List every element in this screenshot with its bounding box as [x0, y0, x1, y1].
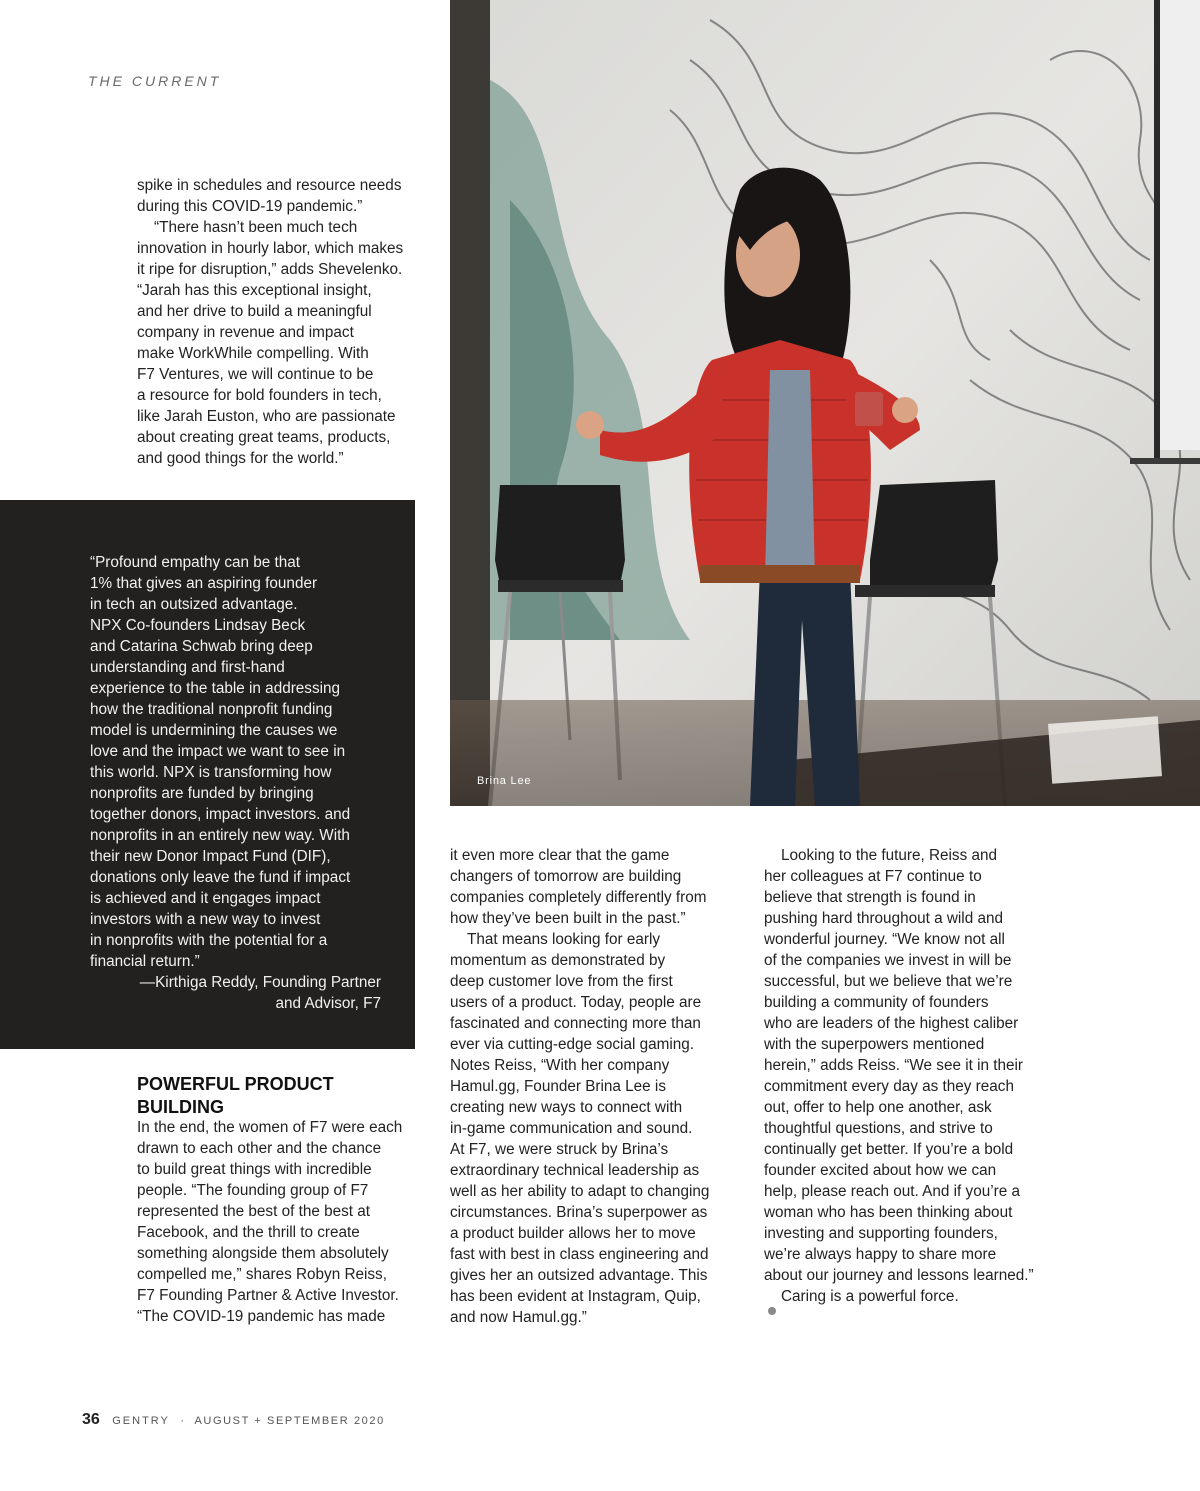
photo-caption: Brina Lee — [477, 775, 532, 787]
text-line: with the superpowers mentioned — [764, 1036, 985, 1053]
text-line: Notes Reiss, “With her company — [450, 1057, 670, 1074]
text-line: woman who has been thinking about — [764, 1204, 1013, 1221]
quote-line: and Catarina Schwab bring deep — [90, 638, 313, 655]
text-line: extraordinary technical leadership as — [450, 1162, 700, 1179]
text-line: out, offer to help one another, ask — [764, 1099, 992, 1116]
quote-line: this world. NPX is transforming how — [90, 764, 332, 781]
quote-line: nonprofits are funded by bringing — [90, 785, 314, 802]
closing-line: Caring is a powerful force. — [781, 1288, 959, 1305]
text-line: F7 Founding Partner & Active Investor. — [137, 1287, 399, 1304]
quote-line: how the traditional nonprofit funding — [90, 701, 333, 718]
text-line-last — [764, 1286, 1064, 1315]
section-heading — [137, 1073, 437, 1119]
text-line: spike in schedules and resource needs — [137, 177, 402, 194]
text-line: well as her ability to adapt to changing — [450, 1183, 710, 1200]
text-line: about our journey and lessons learned.” — [764, 1267, 1034, 1284]
quote-line: together donors, impact investors. and — [90, 806, 351, 823]
text-line: and good things for the world.” — [137, 450, 344, 467]
body-column-left-top — [137, 175, 437, 469]
text-line: herein,” adds Reiss. “We see it in their — [764, 1057, 1024, 1074]
issue-date: AUGUST + SEPTEMBER 2020 — [194, 1415, 385, 1427]
page-number: 36 — [82, 1411, 100, 1428]
text-line: Hamul.gg, Founder Brina Lee is — [450, 1078, 666, 1095]
text-line: we’re always happy to share more — [764, 1246, 997, 1263]
quote-line: love and the impact we want to see in — [90, 743, 346, 760]
quote-line: understanding and first-hand — [90, 659, 285, 676]
text-line: to build great things with incredible — [137, 1161, 372, 1178]
text-line: fascinated and connecting more than — [450, 1015, 701, 1032]
text-line: compelled me,” shares Robyn Reiss, — [137, 1266, 387, 1283]
text-line: changers of tomorrow are building — [450, 868, 682, 885]
text-line: represented the best of the best at — [137, 1203, 371, 1220]
text-line: successful, but we believe that we’re — [764, 973, 1013, 990]
text-line: ever via cutting-edge social gaming. — [450, 1036, 695, 1053]
quote-line: 1% that gives an aspiring founder — [90, 575, 318, 592]
pull-quote — [90, 552, 400, 1014]
text-line: it ripe for disruption,” adds Shevelenko. — [137, 261, 403, 278]
text-line: momentum as demonstrated by — [450, 952, 666, 969]
magazine-name: GENTRY — [112, 1415, 170, 1427]
text-line: fast with best in class engineering and — [450, 1246, 709, 1263]
text-line: has been evident at Instagram, Quip, — [450, 1288, 701, 1305]
text-line: In the end, the women of F7 were each — [137, 1119, 403, 1136]
attribution-line: —Kirthiga Reddy, Founding Partner — [139, 974, 381, 991]
quote-line: “Profound empathy can be that — [90, 554, 301, 571]
text-line: a resource for bold founders in tech, — [137, 387, 382, 404]
feature-photo — [450, 0, 1200, 806]
text-line: believe that strength is found in — [764, 889, 976, 906]
attribution-line: and Advisor, F7 — [275, 995, 381, 1012]
text-line: continually get better. If you’re a bold — [764, 1141, 1014, 1158]
text-line: a product builder allows her to move — [450, 1225, 696, 1242]
text-line: “Jarah has this exceptional insight, — [137, 282, 372, 299]
text-line: innovation in hourly labor, which makes — [137, 240, 404, 257]
quote-attribution — [90, 972, 381, 1014]
quote-line: in tech an outsized advantage. — [90, 596, 298, 613]
text-line: commitment every day as they reach — [764, 1078, 1014, 1095]
text-line: during this COVID-19 pandemic.” — [137, 198, 363, 215]
text-line: make WorkWhile compelling. With — [137, 345, 369, 362]
text-line: users of a product. Today, people are — [450, 994, 702, 1011]
text-line: it even more clear that the game — [450, 847, 670, 864]
quote-line: experience to the table in addressing — [90, 680, 341, 697]
quote-line: is achieved and it engages impact — [90, 890, 321, 907]
text-line: who are leaders of the highest caliber — [764, 1015, 1019, 1032]
text-line: and now Hamul.gg.” — [450, 1309, 587, 1326]
quote-line: in nonprofits with the potential for a — [90, 932, 328, 949]
text-line: of the companies we invest in will be — [764, 952, 1012, 969]
folio — [82, 1411, 385, 1429]
end-mark-icon — [768, 1307, 776, 1315]
text-line: deep customer love from the first — [450, 973, 673, 990]
text-line: “The COVID-19 pandemic has made — [137, 1308, 386, 1325]
text-line: drawn to each other and the chance — [137, 1140, 382, 1157]
text-line: That means looking for early — [467, 931, 661, 948]
text-line: gives her an outsized advantage. This — [450, 1267, 708, 1284]
text-line: company in revenue and impact — [137, 324, 354, 341]
text-line: in-game communication and sound. — [450, 1120, 693, 1137]
text-line: like Jarah Euston, who are passionate — [137, 408, 396, 425]
pull-quote-box — [0, 500, 415, 1049]
text-line: something alongside them absolutely — [137, 1245, 389, 1262]
text-line: Facebook, and the thrill to create — [137, 1224, 360, 1241]
text-line: circumstances. Brina’s superpower as — [450, 1204, 708, 1221]
text-line: wonderful journey. “We know not all — [764, 931, 1005, 948]
heading-line: POWERFUL PRODUCT — [137, 1074, 334, 1094]
body-column-middle — [450, 845, 750, 1328]
quote-line: their new Donor Impact Fund (DIF), — [90, 848, 331, 865]
quote-line: financial return.” — [90, 953, 200, 970]
body-column-right — [764, 845, 1064, 1315]
text-line: thoughtful questions, and strive to — [764, 1120, 993, 1137]
text-line: about creating great teams, products, — [137, 429, 391, 446]
quote-line: nonprofits in an entirely new way. With — [90, 827, 350, 844]
text-line: companies completely differently from — [450, 889, 707, 906]
photo-illustration — [450, 0, 1200, 806]
heading-line: BUILDING — [137, 1097, 224, 1117]
text-line: help, please reach out. And if you’re a — [764, 1183, 1020, 1200]
quote-line: investors with a new way to invest — [90, 911, 321, 928]
quote-line: donations only leave the fund if impact — [90, 869, 351, 886]
text-line: “There hasn’t been much tech — [154, 219, 358, 236]
text-line: At F7, we were struck by Brina’s — [450, 1141, 669, 1158]
body-column-left-bottom — [137, 1117, 437, 1327]
text-line: founder excited about how we can — [764, 1162, 997, 1179]
text-line: people. “The founding group of F7 — [137, 1182, 369, 1199]
folio-separator: · — [180, 1415, 185, 1427]
text-line: building a community of founders — [764, 994, 989, 1011]
section-label: THE CURRENT — [88, 73, 222, 89]
text-line: pushing hard throughout a wild and — [764, 910, 1003, 927]
text-line: creating new ways to connect with — [450, 1099, 683, 1116]
quote-line: NPX Co-founders Lindsay Beck — [90, 617, 306, 634]
text-line: how they’ve been built in the past.” — [450, 910, 686, 927]
text-line: F7 Ventures, we will continue to be — [137, 366, 374, 383]
text-line: Looking to the future, Reiss and — [781, 847, 997, 864]
text-line: and her drive to build a meaningful — [137, 303, 372, 320]
text-line: her colleagues at F7 continue to — [764, 868, 982, 885]
quote-line: model is undermining the causes we — [90, 722, 338, 739]
text-line: investing and supporting founders, — [764, 1225, 998, 1242]
